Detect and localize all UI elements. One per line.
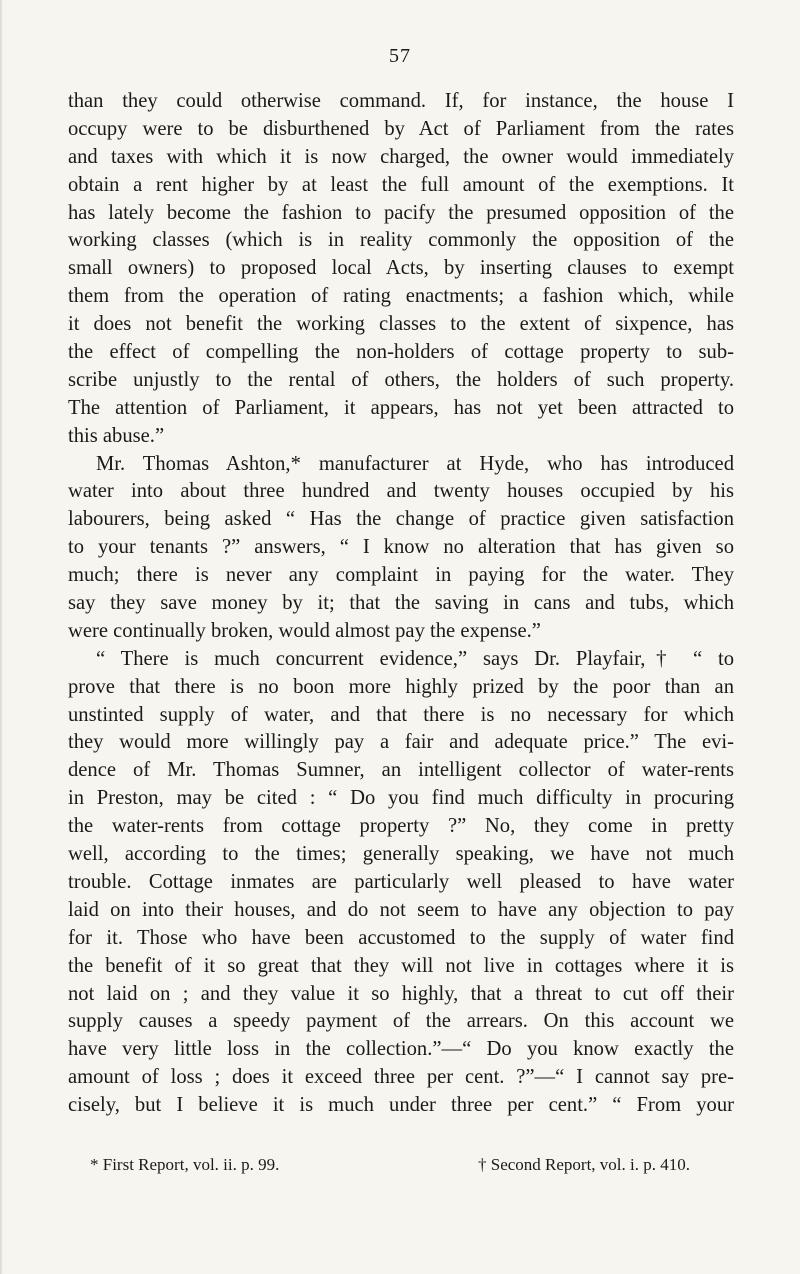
text-line: it does not benefit the working classes to the extent of sixpence, has (68, 313, 734, 336)
text-line: were continually broken, would almost pay the expense.” (68, 619, 541, 642)
text-line: in Preston, may be cited : “ Do you find much difficulty in procuring (68, 787, 734, 810)
text-line: Mr. Thomas Ashton,* manufacturer at Hyde, who has introduced (96, 452, 734, 475)
body-text (68, 88, 734, 1120)
text-line: scribe unjustly to the rental of others, the holders of such property. (68, 368, 734, 391)
text-line: water into about three hundred and twenty houses occupied by his (68, 480, 734, 503)
text-line: The attention of Parliament, it appears, has not yet been attracted to (68, 396, 734, 419)
text-line: “ There is much concurrent evidence,” says Dr. Playfair,† “ to (96, 647, 734, 670)
page-number: 57 (389, 45, 411, 67)
text-line: amount of loss ; does it exceed three per cent. ?”—“ I cannot say pre- (68, 1066, 734, 1089)
text-line: much; there is never any complaint in paying for the water. They (68, 564, 734, 587)
text-line: the benefit of it so great that they will not live in cottages where it is (68, 954, 734, 977)
text-line: supply causes a speedy payment of the arrears. On this account we (68, 1010, 734, 1033)
text-line: dence of Mr. Thomas Sumner, an intelligent collector of water-rents (68, 759, 734, 782)
text-line: say they save money by it; that the saving in cans and tubs, which (68, 592, 734, 615)
text-line: they would more willingly pay a fair and adequate price.” The evi- (68, 731, 734, 754)
text-line: and taxes with which it is now charged, the owner would immediately (68, 145, 734, 168)
text-line: than they could otherwise command. If, for instance, the house I (68, 90, 734, 112)
text-line: has lately become the fashion to pacify the presumed opposition of the (68, 201, 734, 224)
text-line: not laid on ; and they value it so highly, that a threat to cut off their (68, 982, 734, 1005)
text-line: have very little loss in the collection.”—“ Do you know exactly the (68, 1038, 734, 1061)
page-edge-shadow (0, 0, 3, 1274)
text-line: prove that there is no boon more highly prized by the poor than an (68, 675, 734, 698)
footnotes (90, 1154, 690, 1176)
text-line: the effect of compelling the non-holders of cottage property to sub- (68, 341, 734, 364)
footnote-first: * First Report, vol. ii. p. 99. (90, 1155, 280, 1174)
text-line: for it. Those who have been accustomed to the supply of water find (68, 926, 734, 949)
text-line: well, according to the times; generally speaking, we have not much (68, 843, 734, 866)
text-line: labourers, being asked “ Has the change of practice given satisfaction (68, 508, 734, 531)
text-line: to your tenants ?” answers, “ I know no alteration that has given so (68, 536, 734, 559)
text-line: laid on into their houses, and do not seem to have any objection to pay (68, 898, 734, 921)
text-line: small owners) to proposed local Acts, by inserting clauses to exempt (68, 257, 734, 280)
text-line: cisely, but I believe it is much under three per cent.” “ From your (68, 1094, 734, 1117)
text-line: this abuse.” (68, 424, 165, 447)
text-line: the water-rents from cottage property ?” No, they come in pretty (68, 815, 734, 838)
text-line: unstinted supply of water, and that there is no necessary for which (68, 703, 734, 726)
text-line: trouble. Cottage inmates are particularly well pleased to have water (68, 870, 734, 893)
text-line: occupy were to be disburthened by Act of Parliament from the rates (68, 117, 734, 140)
text-line: working classes (which is in reality commonly the opposition of the (68, 229, 734, 252)
text-line: them from the operation of rating enactments; a fashion which, while (68, 285, 734, 308)
text-line: obtain a rent higher by at least the full amount of the exemptions. It (68, 173, 734, 196)
footnote-second: † Second Report, vol. i. p. 410. (477, 1155, 690, 1174)
